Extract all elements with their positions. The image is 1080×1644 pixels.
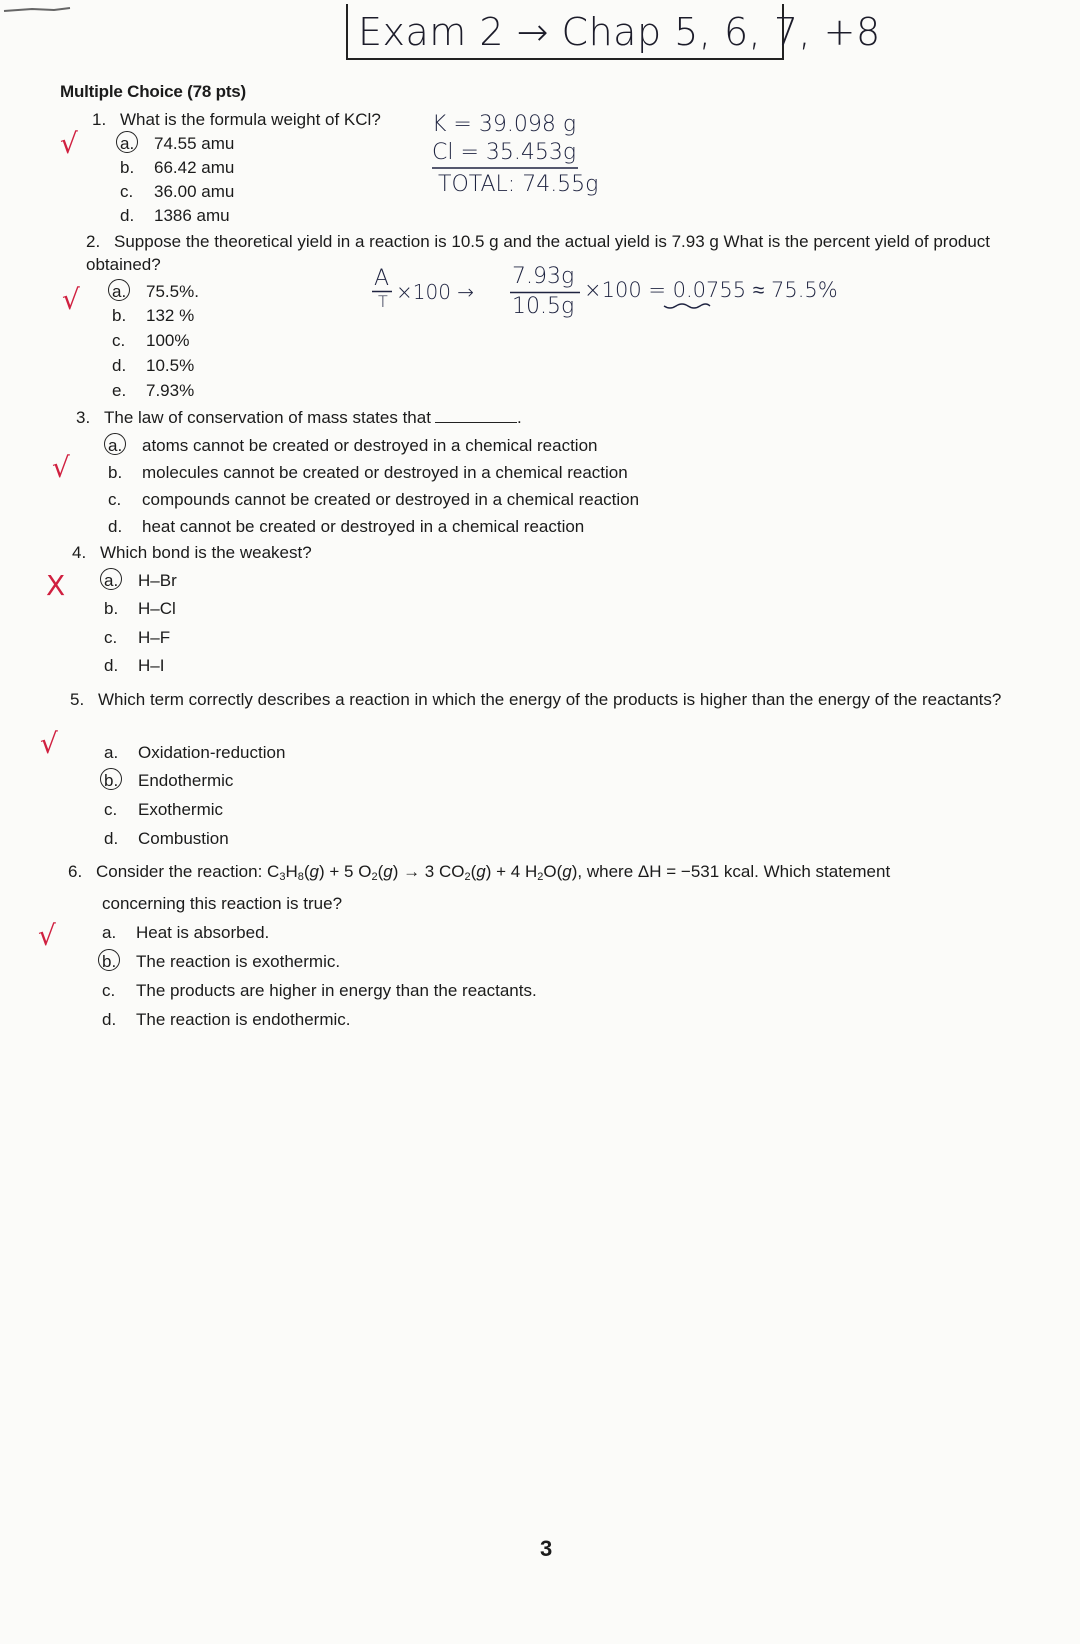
question-text: The law of conservation of mass states that: [104, 408, 431, 427]
handwritten-frac-b-num: 7.93g: [512, 264, 575, 289]
page-number: 3: [540, 1536, 553, 1561]
exam-title: Exam 2 → Chap 5, 6, 7, +8: [346, 4, 784, 60]
option-6c: c. The products are higher in energy than the reactants.: [102, 981, 537, 1000]
option-2e: e. 7.93%: [112, 381, 195, 400]
option-3d: d. heat cannot be created or destroyed in a chemical reaction: [108, 517, 585, 536]
handwritten-underline: [432, 166, 580, 170]
option-4b: b. H–Cl: [104, 599, 176, 618]
question-text: What is the formula weight of KCl?: [120, 110, 381, 129]
check-mark: √: [40, 727, 58, 760]
handwritten-work-k: K = 39.098 g: [432, 112, 577, 137]
option-1b: b. 66.42 amu: [120, 158, 235, 177]
answer-circle: [98, 949, 120, 971]
question-text: Consider the reaction: C: [96, 862, 280, 881]
option-2b: b. 132 %: [112, 306, 195, 325]
option-3c: c. compounds cannot be created or destroyed in a chemical reaction: [108, 490, 640, 509]
question-2: 2. Suppose the theoretical yield in a reaction is 10.5 g and the actual yield is 7.93 g What is the percent yield of product obtained?: [86, 232, 991, 274]
option-6b: b. The reaction is exothermic.: [102, 952, 340, 972]
question-text: Suppose the theoretical yield in a reaction is 10.5 g and the actual yield is 7.93 g What is the percent yield of product obtained?: [86, 232, 991, 274]
question-1: 1. What is the formula weight of KCl?: [92, 110, 381, 129]
handwritten-frac-a-num: A: [374, 266, 390, 291]
handwritten-work-total: TOTAL: 74.55g: [438, 172, 599, 197]
answer-circle: [100, 768, 122, 790]
question-6-cont: concerning this reaction is true?: [102, 894, 343, 913]
handwritten-frac-b-den: 10.5g: [512, 294, 575, 319]
answer-circle: [100, 568, 122, 590]
check-mark: √: [62, 283, 80, 316]
option-3b: b. molecules cannot be created or destroyed in a chemical reaction: [108, 463, 628, 482]
option-3a: a. atoms cannot be created or destroyed in a chemical reaction: [108, 436, 597, 456]
question-3: 3. The law of conservation of mass states that .: [76, 408, 522, 427]
option-4d: d. H–I: [104, 656, 165, 675]
option-5c: c. Exothermic: [104, 800, 224, 819]
option-1c: c. 36.00 amu: [120, 182, 235, 201]
option-2d: d. 10.5%: [112, 356, 195, 375]
pencil-stroke: [2, 6, 72, 14]
check-mark: √: [60, 127, 78, 160]
option-5a: a. Oxidation-reduction: [104, 743, 286, 762]
handwritten-times-100: ×100 →: [396, 280, 475, 304]
question-text: Which bond is the weakest?: [100, 543, 312, 562]
option-2a: a. 75.5%.: [112, 282, 199, 302]
handwritten-frac-a-den: T: [378, 292, 388, 311]
handwritten-result: ×100 = 0.0755 ≈ 75.5%: [584, 278, 838, 302]
section-title: Multiple Choice (78 pts): [60, 82, 246, 101]
option-1d: d. 1386 amu: [120, 206, 230, 225]
option-6a: a. Heat is absorbed.: [102, 923, 270, 942]
question-6: 6. Consider the reaction: $C_3H_8(g) + 5$ $O_2(g) \to 3$ $CO_2(g) + 4$ $H_2O(g)$, where ΔH = −531 kcal. Which statement: [68, 862, 891, 883]
question-5: 5. Which term correctly describes a reaction in which the energy of the products is higher than the energy of the reactants?: [70, 690, 1002, 709]
check-mark: √: [38, 919, 56, 952]
answer-blank: [435, 422, 517, 423]
option-5d: d. Combustion: [104, 829, 229, 848]
option-4c: c. H–F: [104, 628, 171, 647]
handwritten-squiggle: [662, 302, 712, 310]
question-text: Which term correctly describes a reaction in which the energy of the products is higher than the energy of the reactants?: [98, 690, 1002, 709]
x-mark: X: [46, 569, 66, 602]
option-5b: b. Endothermic: [104, 771, 233, 791]
handwritten-work-cl: Cl = 35.453g: [432, 140, 577, 165]
check-mark: √: [52, 451, 70, 484]
answer-circle: [108, 279, 130, 301]
option-1a: a. 74.55 amu: [120, 134, 234, 154]
option-6d: d. The reaction is endothermic.: [102, 1010, 351, 1029]
question-4: 4. Which bond is the weakest?: [72, 543, 312, 562]
option-4a: a. H–Br: [104, 571, 177, 591]
option-2c: c. 100%: [112, 331, 190, 350]
answer-circle: [104, 433, 126, 455]
answer-circle: [116, 131, 138, 153]
